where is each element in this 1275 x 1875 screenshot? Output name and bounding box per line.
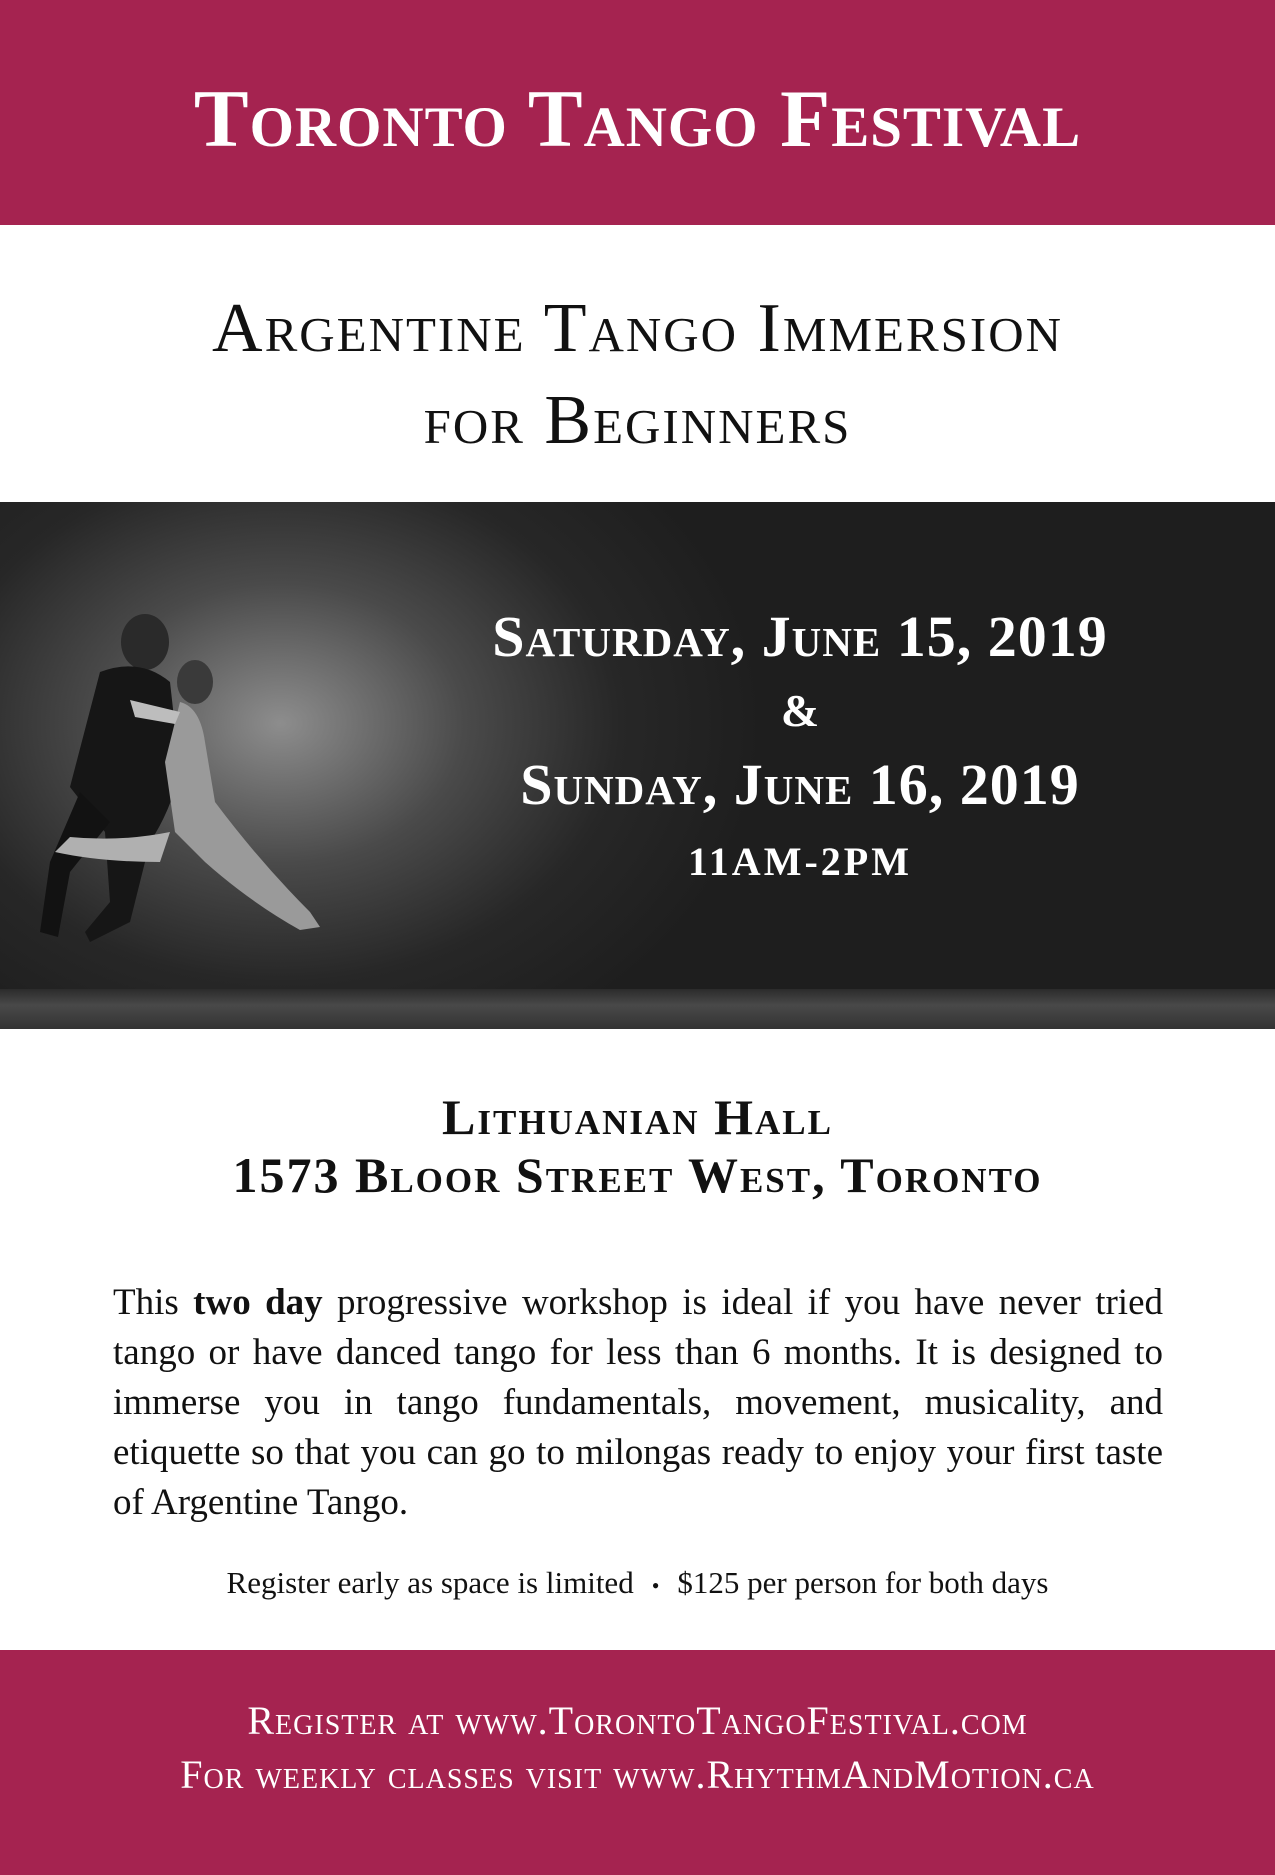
event-title-line2: for Beginners — [423, 382, 852, 459]
venue-name: Lithuanian Hall — [442, 1089, 833, 1145]
bullet-separator: • — [651, 1572, 660, 1598]
venue-block — [0, 1088, 1275, 1204]
event-title-line1: Argentine Tango Immersion — [212, 290, 1063, 367]
venue-address: 1573 Bloor Street West, Toronto — [232, 1147, 1043, 1203]
event-dates — [400, 602, 1200, 892]
event-banner — [0, 502, 1275, 1029]
date-ampersand: & — [780, 685, 820, 736]
festival-title: Toronto Tango Festival — [193, 73, 1082, 164]
event-time: 11AM-2PM — [688, 839, 912, 884]
header-band — [0, 0, 1275, 225]
description-rest: progressive workshop is ideal if you have never tried tango or have danced tango for less than 6 months. It is designed to immerse you in tango fundamentals, movement, musicality, and etiquette so that you can go to milongas ready to enjoy your first taste of Argentine Tango. — [113, 1282, 1163, 1523]
stage-floor — [0, 989, 1275, 1029]
date-day2: Sunday, June 16, 2019 — [520, 752, 1080, 817]
event-title — [0, 283, 1275, 467]
description-lead: This — [113, 1282, 194, 1323]
registration-price: $125 per person for both days — [677, 1565, 1049, 1600]
footer-classes-link[interactable]: For weekly classes visit www.RhythmAndMotion.ca — [180, 1752, 1095, 1797]
description-bold: two day — [193, 1282, 323, 1323]
registration-note: Register early as space is limited — [226, 1565, 634, 1600]
footer-register-link[interactable]: Register at www.TorontoTangoFestival.com — [247, 1698, 1028, 1743]
workshop-description — [113, 1278, 1163, 1528]
footer-band — [0, 1650, 1275, 1875]
registration-info — [0, 1562, 1275, 1607]
tango-dancers-image — [30, 612, 390, 992]
date-day1: Saturday, June 15, 2019 — [492, 604, 1108, 669]
